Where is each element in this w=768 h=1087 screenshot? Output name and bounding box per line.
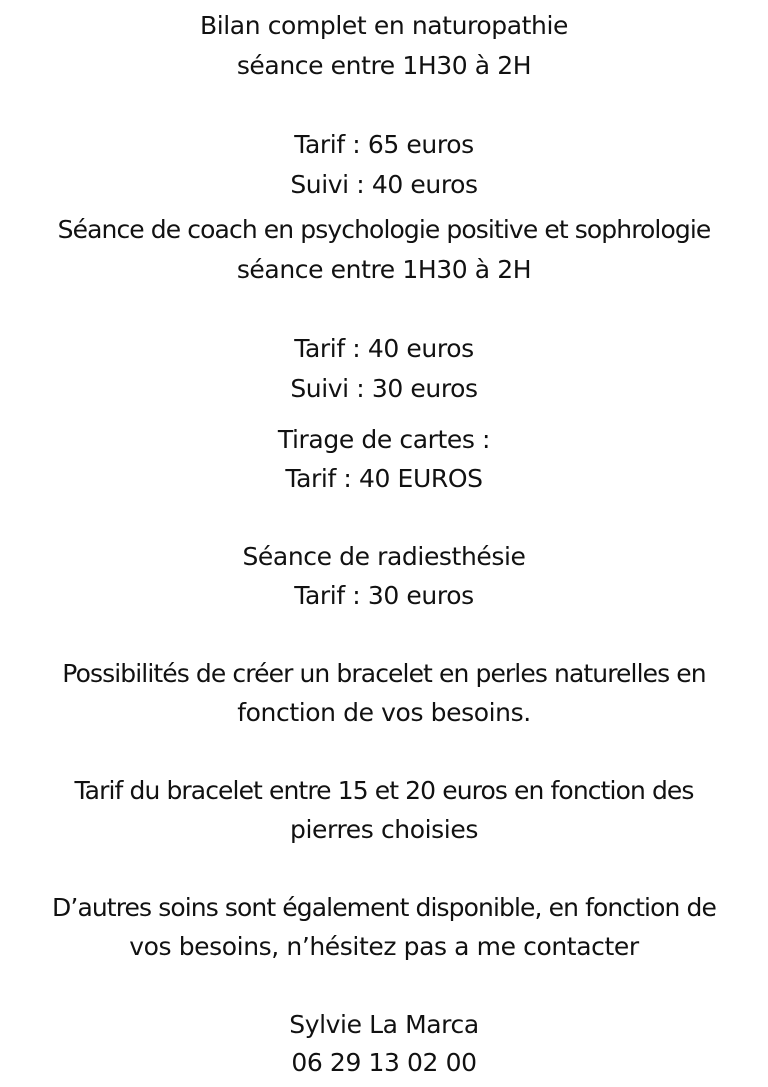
cartes-title: Tirage de cartes :: [277, 425, 491, 454]
contact-name: Sylvie La Marca: [289, 1010, 479, 1039]
coach-duration: séance entre 1H30 à 2H: [236, 255, 532, 284]
coach-suivi: Suivi : 30 euros: [290, 374, 478, 403]
radiesthesie-title: Séance de radiesthésie: [242, 542, 526, 571]
naturopathie-title: Bilan complet en naturopathie: [199, 11, 569, 40]
coach-tarif: Tarif : 40 euros: [294, 334, 474, 363]
bracelet-price-line-2: pierres choisies: [290, 815, 478, 844]
bracelet-line-2: fonction de vos besoins.: [237, 698, 531, 727]
naturopathie-suivi: Suivi : 40 euros: [290, 170, 478, 199]
bracelet-price-line-1: Tarif du bracelet entre 15 et 20 euros en fonction des: [74, 776, 694, 805]
radiesthesie-tarif: Tarif : 30 euros: [294, 581, 474, 610]
cartes-tarif: Tarif : 40 EUROS: [285, 464, 483, 493]
autres-line-1: D’autres soins sont également disponible, en fonction de: [52, 893, 716, 922]
naturopathie-tarif: Tarif : 65 euros: [294, 130, 474, 159]
coach-title: Séance de coach en psychologie positive et sophrologie: [57, 215, 711, 244]
autres-line-2: vos besoins, n’hésitez pas a me contacter: [129, 932, 639, 961]
contact-phone[interactable]: 06 29 13 02 00: [291, 1048, 477, 1077]
naturopathie-duration: séance entre 1H30 à 2H: [236, 51, 532, 80]
bracelet-line-1: Possibilités de créer un bracelet en perles naturelles en: [62, 659, 706, 688]
